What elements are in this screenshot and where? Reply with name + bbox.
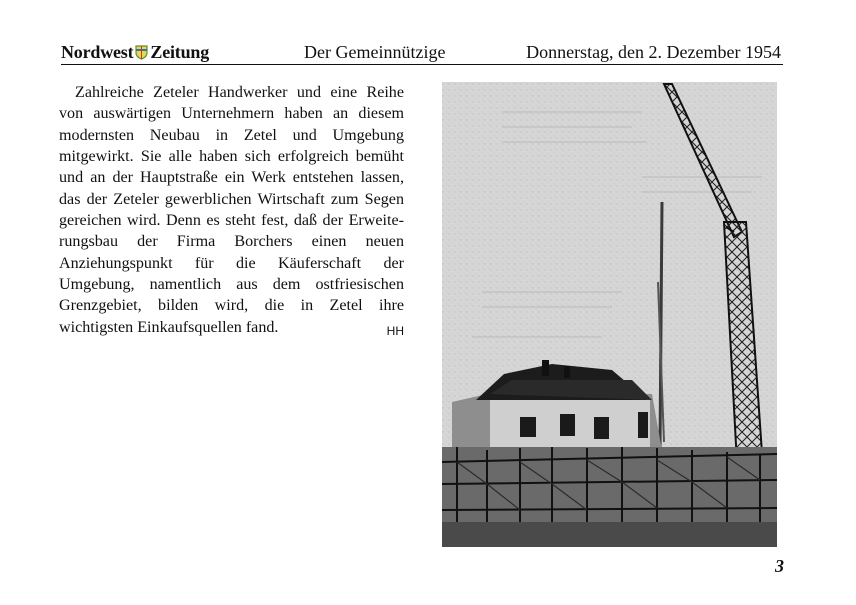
page-number: 3 [775, 556, 784, 576]
section-title: Der Gemeinnützige [304, 42, 446, 62]
construction-photo-image [442, 82, 777, 547]
masthead-name-left: Nordwest [61, 42, 134, 62]
article-text [59, 82, 404, 342]
author-initials: HH [386, 323, 404, 338]
article-body: Zahlreiche Zeteler Handwerker und eine Reihe von auswärtigen Unternehmern haben an diesem modernsten Neubau in Zetel und Umgebung mitgewirkt. Sie alle haben sich erfolgreich bemüht und an der Hauptstraße ein Werk entstehen lassen, das der Zeteler gewerblichen Wirtschaft zum Segen gereichen wird. Denn es steht fest, daß der Erweite-rungsbau der Firma Borchers einen neuen Anziehungspunkt für die Käuferschaft der Umgebung, namentlich aus dem ostfriesischen Grenzgebiet, bilden wird, die in Zetel ihre wichtigsten Einkaufsquellen fand. [59, 84, 404, 336]
newspaper-header [61, 40, 783, 65]
masthead [61, 42, 209, 65]
masthead-name-right: Zeitung [150, 42, 210, 62]
coat-of-arms-icon [135, 44, 148, 65]
construction-photo [442, 82, 777, 547]
issue-date: Donnerstag, den 2. Dezember 1954 [526, 42, 781, 62]
